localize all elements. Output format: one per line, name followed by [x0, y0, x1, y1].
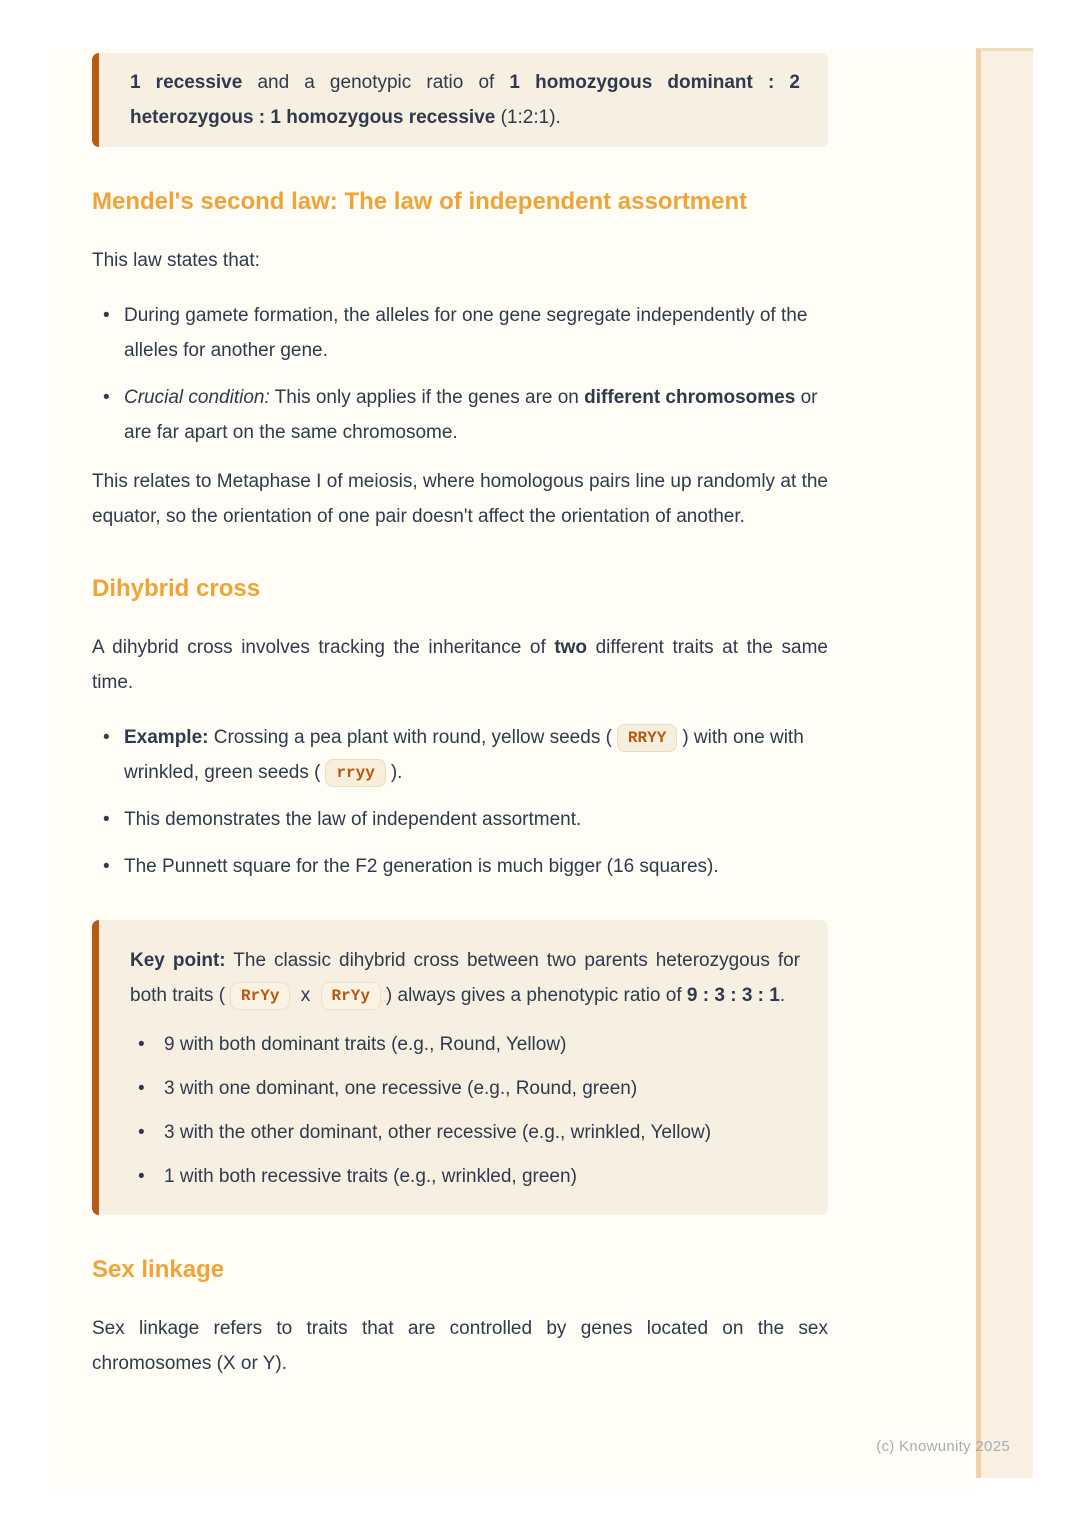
bold-example: Example: [124, 727, 209, 748]
bullet-crucial-condition [92, 380, 828, 450]
bullet-ratio-3-first-text: • 3 with one dominant, one recessive (e.g., Round, green) [164, 1078, 638, 1099]
metaphase-paragraph: This relates to Metaphase I of meiosis, where homologous pairs line up randomly at the equator, so the orientation of one pair doesn't affect the orientation of another. [92, 471, 828, 527]
bold-genotypic-ratio: 1 homozygous dominant : 2 heterozygous : 1 homozygous recessive [130, 72, 800, 128]
bullet-ratio-3-second [130, 1115, 800, 1150]
bullet-example-cross [92, 720, 828, 790]
heading-mendels-second-law: Mendel's second law: The law of independent assortment [92, 188, 748, 215]
callout-genotypic-ratio-text: 1 recessive and a genotypic ratio of 1 homozygous dominant : 2 heterozygous : 1 homozygous recessive (1:2:1). [130, 72, 800, 128]
callout-genotypic-ratio [92, 53, 828, 147]
dihybrid-bullet-list [92, 720, 828, 884]
genotype-chip-rryy-parent1: RrYy [230, 982, 290, 1010]
genotype-chip-rryy-parent2: RrYy [321, 982, 381, 1010]
bullet-ratio-1 [130, 1159, 800, 1194]
genotype-chip-rryy-recessive: rryy [325, 759, 385, 787]
bold-1-recessive: 1 recessive [130, 72, 243, 93]
bold-key-point: Key point: [130, 950, 226, 971]
bullet-gamete-formation-text: • During gamete formation, the alleles for one gene segregate independently of the alleles for another gene. [124, 305, 808, 361]
next-page-edge-strip [976, 48, 1033, 1478]
bullet-punnett-square [92, 849, 828, 884]
bullet-ratio-3-second-text: • 3 with the other dominant, other recessive (e.g., wrinkled, Yellow) [164, 1122, 712, 1143]
bullet-gamete-formation [92, 298, 828, 368]
notes-page [48, 48, 976, 1490]
mendel-intro-text: This law states that: [92, 250, 260, 271]
bullet-ratio-9 [130, 1027, 800, 1062]
bullet-ratio-9-text: • 9 with both dominant traits (e.g., Round, Yellow) [164, 1034, 567, 1055]
callout-key-point [92, 920, 828, 1215]
copyright-watermark: (c) Knowunity 2025 [876, 1438, 1010, 1455]
dihybrid-intro-text: A dihybrid cross involves tracking the inheritance of two different traits at the same time. [92, 637, 828, 693]
bullet-punnett-square-text: • The Punnett square for the F2 generation is much bigger (16 squares). [124, 856, 719, 877]
heading-sex-linkage: Sex linkage [92, 1256, 225, 1283]
bold-different-chromosomes: different chromosomes [584, 387, 796, 408]
bullet-demonstrates-law-text: • This demonstrates the law of independent assortment. [124, 809, 582, 830]
bullet-example-cross-text: • Example: Crossing a pea plant with round, yellow seeds ( RRYY ) with one with wrinkled, green seeds ( rryy ). [124, 720, 828, 790]
bullet-demonstrates-law [92, 802, 828, 837]
bold-two: two [554, 637, 588, 658]
sex-linkage-paragraph: Sex linkage refers to traits that are controlled by genes located on the sex chromosomes (X or Y). [92, 1318, 828, 1374]
heading-dihybrid-cross: Dihybrid cross [92, 575, 261, 602]
genotype-chip-rryy-dominant: RRYY [617, 724, 677, 752]
italic-crucial-condition: Crucial condition: [124, 387, 270, 408]
key-point-bullet-list [130, 1027, 800, 1194]
bullet-ratio-1-text: • 1 with both recessive traits (e.g., wrinkled, green) [164, 1166, 577, 1187]
bullet-crucial-condition-text: • Crucial condition: This only applies if the genes are on different chromosomes or are far apart on the same chromosome. [124, 387, 818, 443]
bullet-ratio-3-first [130, 1071, 800, 1106]
key-point-text: Key point: The classic dihybrid cross between two parents heterozygous for both traits ( RrYy x RrYy ) always gives a phenotypic ratio of 9 : 3 : 3 : 1. [130, 943, 800, 1013]
mendel-bullet-list [92, 298, 828, 450]
bold-phenotypic-ratio: 9 : 3 : 3 : 1 [686, 985, 780, 1006]
